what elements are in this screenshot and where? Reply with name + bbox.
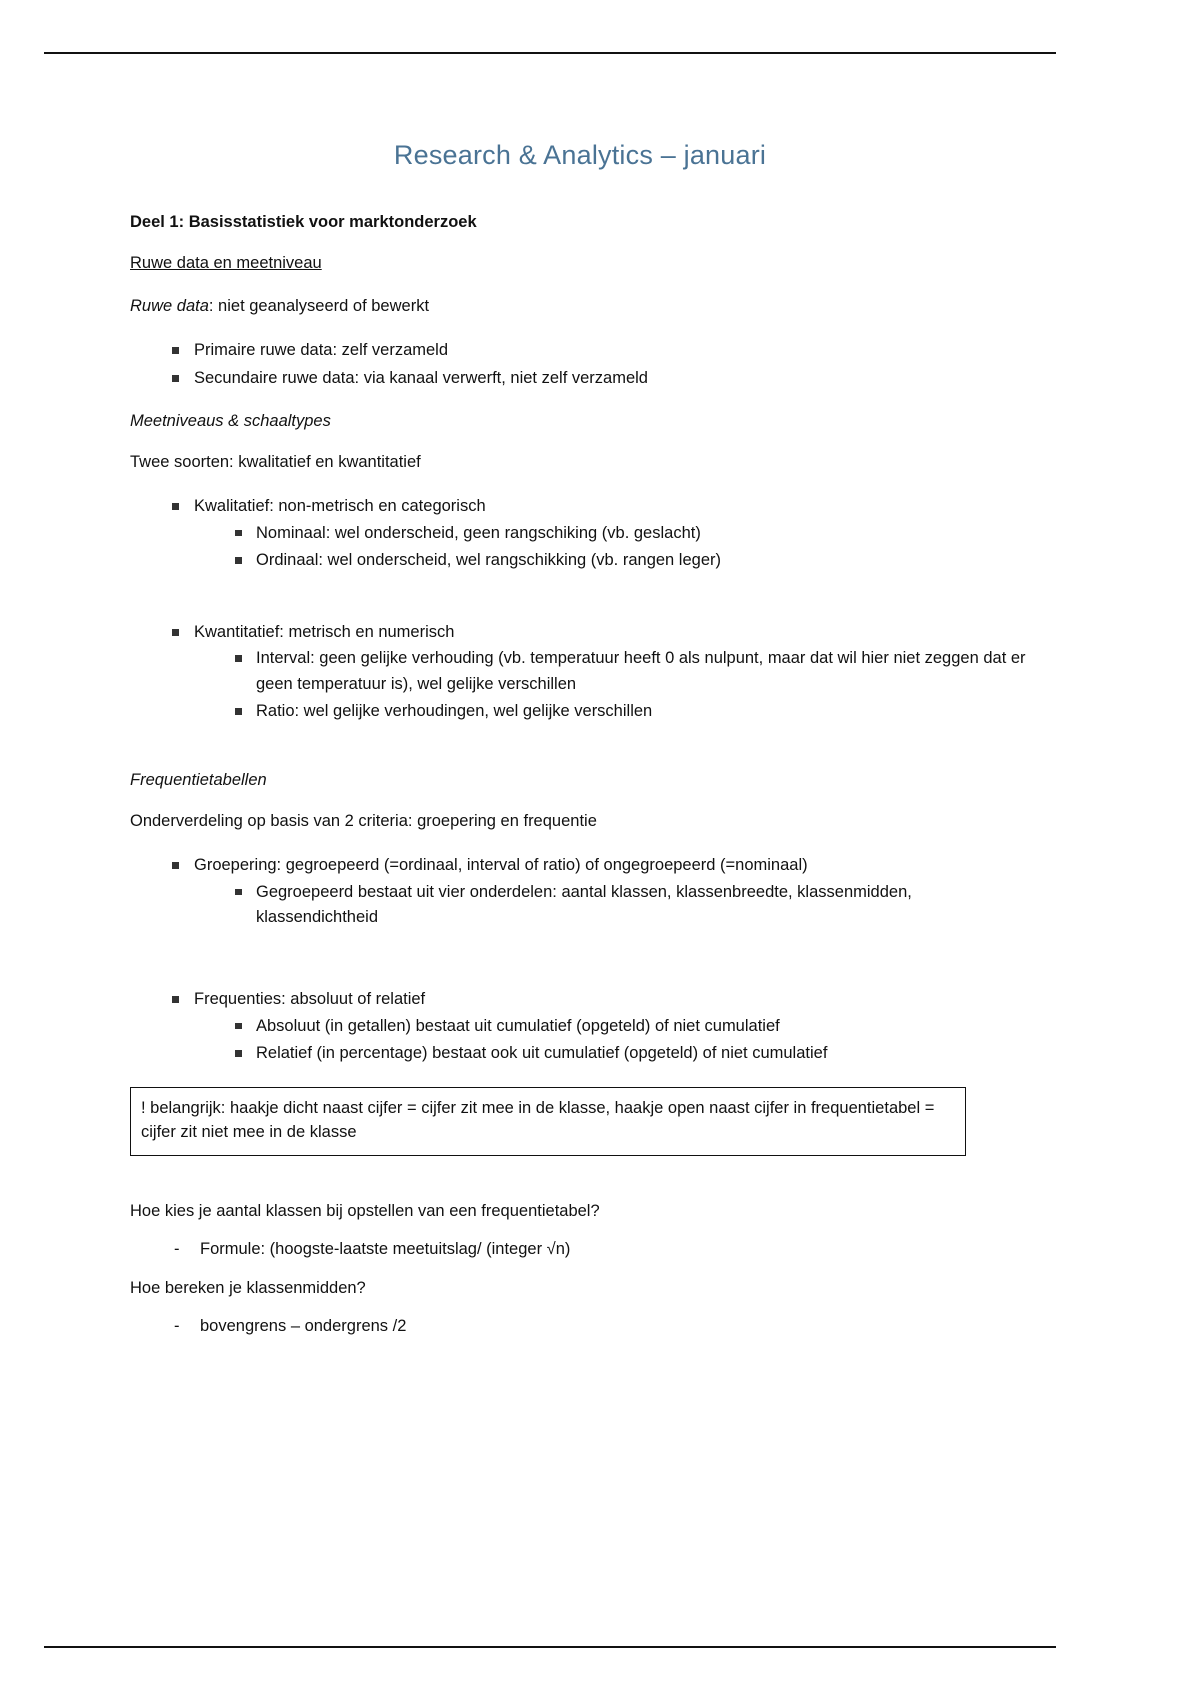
- kwalitatief-label: Kwalitatief: non-metrisch en categorisch: [194, 496, 486, 515]
- frequentietabellen-heading: Frequentietabellen: [130, 770, 267, 789]
- ruwe-data-bullet-list: [130, 338, 1030, 391]
- answer-klassenmidden-list: [130, 1314, 1030, 1339]
- frequenties-sublist: [194, 1014, 1030, 1067]
- groepering-list: [130, 853, 1030, 931]
- list-item: Ratio: wel gelijke verhoudingen, wel gelijke verschillen: [232, 699, 1030, 725]
- list-item: [168, 987, 1030, 1067]
- list-item: Gegroepeerd bestaat uit vier onderdelen: aantal klassen, klassenbreedte, klassenmidden, klassendichtheid: [232, 880, 1030, 931]
- spacer: [130, 745, 1030, 771]
- list-item: Nominaal: wel onderscheid, geen rangschiking (vb. geslacht): [232, 521, 1030, 547]
- ruwe-data-definition: [130, 295, 1030, 318]
- kwalitatief-sublist: [194, 521, 1030, 574]
- page-title: Research & Analytics – januari: [393, 140, 767, 170]
- list-item: [168, 620, 1030, 725]
- kwalitatief-list: [130, 494, 1030, 574]
- meetniveaus-heading: Meetniveaus & schaaltypes: [130, 411, 331, 430]
- ruwe-data-definition-text: : niet geanalyseerd of bewerkt: [208, 297, 430, 315]
- onderverdeling-text: Onderverdeling op basis van 2 criteria: groepering en frequentie: [130, 811, 597, 830]
- answer-aantal-klassen-list: [130, 1237, 1030, 1262]
- list-item: Primaire ruwe data: zelf verzameld: [168, 338, 1030, 364]
- question-klassenmidden: Hoe bereken je klassenmidden?: [130, 1279, 366, 1298]
- spacer: [130, 977, 1030, 987]
- groepering-sublist: [194, 880, 1030, 931]
- question-aantal-klassen: Hoe kies je aantal klassen bij opstellen van een frequentietabel?: [130, 1201, 600, 1220]
- footer-rule: [44, 1646, 1056, 1648]
- spacer: [130, 594, 1030, 620]
- frequenties-label: Frequenties: absoluut of relatief: [194, 990, 426, 1009]
- kwantitatief-list: [130, 620, 1030, 725]
- list-item: Relatief (in percentage) bestaat ook uit cumulatief (opgeteld) of niet cumulatief: [232, 1041, 1030, 1067]
- spacer: [130, 951, 1030, 977]
- spacer: [130, 1156, 1030, 1182]
- list-item: [168, 853, 1030, 931]
- kwantitatief-label: Kwantitatief: metrisch en numerisch: [194, 622, 455, 641]
- subsection-heading-ruwe-data: Ruwe data en meetniveau: [130, 254, 322, 272]
- header-rule: [44, 52, 1056, 54]
- list-item: Ordinaal: wel onderscheid, wel rangschikking (vb. rangen leger): [232, 548, 1030, 574]
- list-item: Interval: geen gelijke verhouding (vb. temperatuur heeft 0 als nulpunt, maar dat wil hier niet zeggen dat er geen temperatuur is), wel gelijke verschillen: [232, 646, 1030, 697]
- groepering-label: Groepering: gegroepeerd (=ordinaal, interval of ratio) of ongegroepeerd (=nominaal): [194, 856, 808, 875]
- twee-soorten-text: Twee soorten: kwalitatief en kwantitatief: [130, 452, 421, 471]
- list-item: - bovengrens – ondergrens /2: [172, 1314, 1030, 1339]
- section-heading: Deel 1: Basisstatistiek voor marktonderzoek: [130, 213, 477, 231]
- document-body: [130, 140, 1030, 1357]
- kwantitatief-sublist: [194, 646, 1030, 725]
- list-item: [168, 494, 1030, 574]
- list-item: Absoluut (in getallen) bestaat uit cumulatief (opgeteld) of niet cumulatief: [232, 1014, 1030, 1040]
- spacer: [130, 1182, 1030, 1202]
- important-callout-box: ! belangrijk: haakje dicht naast cijfer = cijfer zit mee in de klasse, haakje open naast cijfer in frequentietabel = cijfer zit niet mee in de klasse: [130, 1087, 966, 1156]
- ruwe-data-term: Ruwe data: [130, 297, 209, 315]
- list-item: - Formule: (hoogste-laatste meetuitslag/ (integer √n): [172, 1237, 1030, 1262]
- list-item: Secundaire ruwe data: via kanaal verwerft, niet zelf verzameld: [168, 366, 1030, 392]
- frequenties-list: [130, 987, 1030, 1067]
